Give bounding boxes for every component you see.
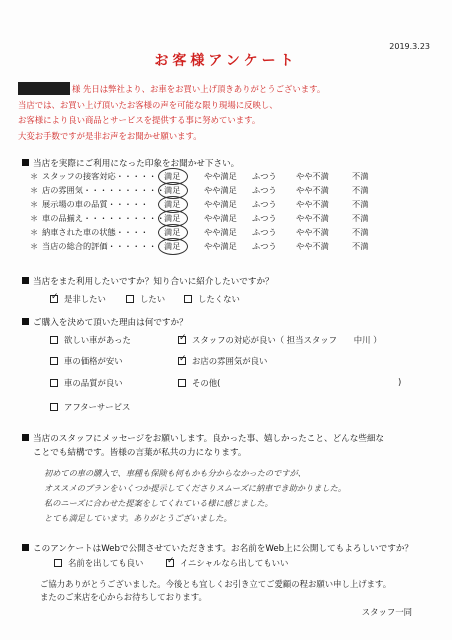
rating-option[interactable]: ふつう <box>252 213 277 223</box>
checkbox-checked-icon[interactable] <box>178 336 186 344</box>
handwritten-line: 初めての車の購入で、車種も保険も何もかも分からなかったのですが、 <box>44 468 306 478</box>
selection-circle-icon <box>158 238 188 255</box>
q3-option-1[interactable]: 欲しい車があった <box>50 334 131 346</box>
checkbox-icon[interactable] <box>50 336 58 344</box>
q2-option-1[interactable]: ✓是非したい <box>50 293 106 305</box>
rating-option[interactable]: ふつう <box>252 171 277 181</box>
rating-option[interactable]: 満足 <box>164 213 181 223</box>
rating-row <box>30 227 420 241</box>
rating-row-label: 納車された車の状態・・・・ <box>42 227 149 237</box>
closing-line-2: またのご来店を心からお待ちしております。 <box>40 591 207 602</box>
checkbox-checked-icon[interactable] <box>178 357 186 365</box>
rating-option[interactable]: やや不満 <box>296 227 329 237</box>
rating-option[interactable]: やや不満 <box>296 213 329 223</box>
q2-option-3[interactable]: したくない <box>184 293 240 305</box>
rating-option[interactable]: ふつう <box>252 199 277 209</box>
intro-line-2: 当店では、お買い上げ頂いたお客様の声を可能な限り現場に反映し、 <box>18 99 278 110</box>
intro-line-4: 大変お手数ですが是非お声をお聞かせ願います。 <box>18 130 202 141</box>
rating-option[interactable]: 満足 <box>164 171 181 181</box>
rating-row-label: 当店の総合的評価・・・・・・ <box>42 241 157 251</box>
handwritten-line: 私のニーズに合わせた提案をしてくれている様に感じました。 <box>44 498 273 508</box>
handwritten-line: オススメのプランをいくつか提示してくださりスムーズに納車でき助かりました。 <box>44 483 347 493</box>
redacted-name <box>18 82 70 95</box>
q2-heading: 当店をまた利用したいですか？知り合いに紹介したいですか？ <box>22 275 274 287</box>
rating-option[interactable]: 不満 <box>352 185 369 195</box>
rating-option[interactable]: 不満 <box>352 227 369 237</box>
q3-option-6[interactable]: その他( <box>178 377 220 389</box>
checkbox-icon[interactable] <box>54 559 62 567</box>
rating-option[interactable]: やや満足 <box>204 227 237 237</box>
rating-option[interactable]: 満足 <box>164 227 181 237</box>
rating-option[interactable]: やや満足 <box>204 241 237 251</box>
q2-option-2[interactable]: したい <box>126 293 165 305</box>
q5-option-1[interactable]: 名前を出しても良い <box>54 557 143 569</box>
signature: スタッフ一同 <box>361 607 412 617</box>
q5-heading: このアンケートはWebで公開させていただきます。お名前をWeb上に公開してもよろしいですか？ <box>22 542 413 554</box>
checkbox-icon[interactable] <box>50 403 58 411</box>
rating-option[interactable]: ふつう <box>252 185 277 195</box>
rating-option[interactable]: 不満 <box>352 171 369 181</box>
rating-option[interactable]: ふつう <box>252 241 277 251</box>
rating-row <box>30 185 420 199</box>
checkbox-checked-icon[interactable] <box>50 295 58 303</box>
q5-option-2[interactable]: ✓ イニシャルなら出してもいい <box>166 557 288 569</box>
rating-option[interactable]: やや満足 <box>204 185 237 195</box>
closing-line-1: ご協力ありがとうございました。今後とも宜しくお引き立てご愛顧の程お願い申し上げます。 <box>40 579 392 589</box>
rating-row-label: 車の品揃え・・・・・・・・・・ <box>42 213 165 223</box>
q4-heading-line-2: ことでも結構です。皆様の言葉が私共の力になります。 <box>33 448 247 458</box>
rating-option[interactable]: やや不満 <box>296 185 329 195</box>
message-textarea[interactable] <box>44 466 384 526</box>
checkbox-icon[interactable] <box>184 295 192 303</box>
asterisk-icon: ＊ <box>30 171 39 181</box>
checkbox-icon[interactable] <box>126 295 134 303</box>
asterisk-icon: ＊ <box>30 199 39 209</box>
rating-option[interactable]: 満足 <box>164 199 181 209</box>
bullet-square-icon <box>22 318 29 325</box>
rating-table <box>30 171 420 255</box>
rating-row <box>30 171 420 185</box>
rating-row <box>30 199 420 213</box>
rating-row-label: 展示場の車の品質・・・・・ <box>42 199 149 209</box>
rating-option[interactable]: 満足 <box>164 241 181 251</box>
closing-text <box>40 578 391 603</box>
asterisk-icon: ＊ <box>30 227 39 237</box>
checkbox-icon[interactable] <box>50 357 58 365</box>
bullet-square-icon <box>22 277 29 284</box>
asterisk-icon: ＊ <box>30 213 39 223</box>
checkbox-icon[interactable] <box>50 379 58 387</box>
checkbox-checked-icon[interactable] <box>166 559 174 567</box>
asterisk-icon: ＊ <box>30 185 39 195</box>
survey-date: 2019.3.23 <box>389 42 430 51</box>
q3-heading: ご購入を決めて頂いた理由は何ですか？ <box>22 316 188 328</box>
rating-option[interactable]: やや不満 <box>296 171 329 181</box>
handwritten-line: とても満足しています。ありがとうございました。 <box>44 513 232 523</box>
rating-option[interactable]: やや不満 <box>296 199 329 209</box>
q3-option-4[interactable]: ✓ お店の雰囲気が良い <box>178 355 267 367</box>
intro-line-3: お客様により良い商品とサービスを提供する事に努めています。 <box>18 115 261 125</box>
rating-row <box>30 213 420 227</box>
rating-option[interactable]: 満足 <box>164 185 181 195</box>
rating-row-label: 店の雰囲気・・・・・・・・・・ <box>42 185 165 195</box>
q3-other-close: ) <box>398 377 402 387</box>
rating-option[interactable]: やや満足 <box>204 213 237 223</box>
rating-option[interactable]: 不満 <box>352 213 369 223</box>
q3-option-7[interactable]: アフターサービス <box>50 401 130 413</box>
q3-option-2[interactable]: ✓ スタッフの対応が良い（ 担当スタッフ 中川 ） <box>178 334 382 346</box>
rating-row-label: スタッフの接客対応・・・・・ <box>42 171 157 181</box>
intro-line-1: 様 先日は弊社より、お車をお買い上げ頂きありがとうございます。 <box>72 84 326 94</box>
bullet-square-icon <box>22 159 29 166</box>
rating-option[interactable]: 不満 <box>352 199 369 209</box>
bullet-square-icon <box>22 434 29 441</box>
q4-heading: 当店のスタッフにメッセージをお願いします。良かった事、嬉しかったこと、どんな些細な <box>22 432 384 444</box>
q1-heading: 当店を実際にご利用になった印象をお聞かせ下さい。 <box>22 157 239 169</box>
rating-option[interactable]: ふつう <box>252 227 277 237</box>
q3-option-3[interactable]: 車の価格が安い <box>50 355 123 367</box>
bullet-square-icon <box>22 544 29 551</box>
q3-option-5[interactable]: 車の品質が良い <box>50 377 123 389</box>
rating-option[interactable]: やや不満 <box>296 241 329 251</box>
rating-row <box>30 241 420 255</box>
rating-option[interactable]: やや満足 <box>204 199 237 209</box>
intro-text <box>18 82 438 144</box>
rating-option[interactable]: 不満 <box>352 241 369 251</box>
asterisk-icon: ＊ <box>30 241 39 251</box>
checkbox-icon[interactable] <box>178 379 186 387</box>
rating-option[interactable]: やや満足 <box>204 171 237 181</box>
survey-title: お客様アンケート <box>154 53 298 69</box>
